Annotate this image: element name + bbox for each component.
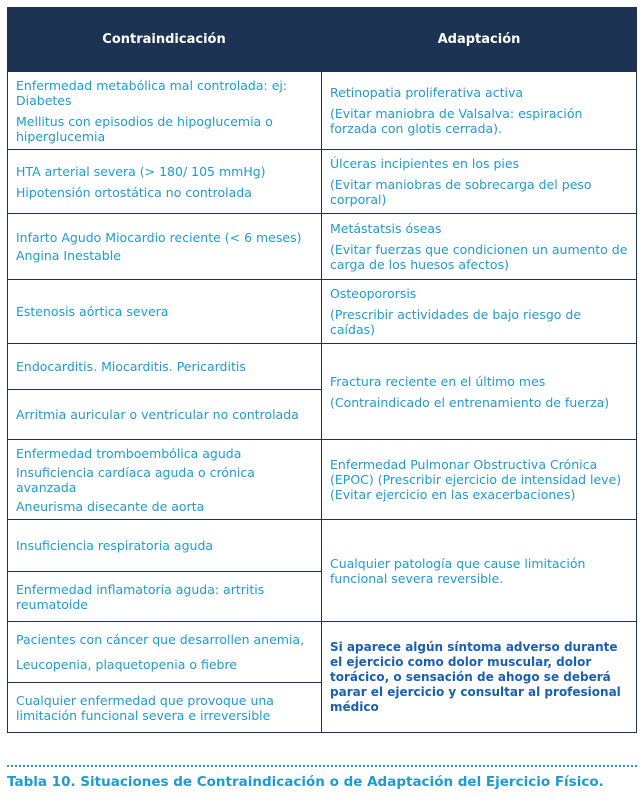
cell-text: Arritmia auricular o ventricular no controlada [16,407,299,422]
table-cell [7,572,321,622]
warning-text: Si aparece algún síntoma adverso durante el ejercicio como dolor muscular, dolor torácico, o sensación de ahogo se deberá parar el ejercicio y consultar al profesional médico [330,639,621,714]
cell-text: Cualquier patología que cause limitación funcional severa reversible. [330,555,586,586]
cell-text: Enfermedad tromboembólica aguda [16,445,242,461]
cell-text: Hipotensión ortostática no controlada [16,184,252,200]
cell-text: Infarto Agudo Miocardio reciente (< 6 meses) [16,230,302,245]
header-contraindicacion: Contraindicación [102,31,226,47]
header-adaptacion: Adaptación [437,31,521,47]
cell-title: Osteopororsis [330,286,417,301]
table-cell [321,72,637,150]
table-header [7,7,637,71]
cell-text: Endocarditis. Miocarditis. Pericarditis [16,359,246,374]
cell-text: Enfermedad metabólica mal controlada: ej: Diabetes [16,77,288,108]
table-cell [7,520,321,572]
table-caption: Tabla 10. Situaciones de Contraindicación o de Adaptación del Ejercicio Físico. [7,774,604,790]
cell-text: Insuficiencia respiratoria aguda [16,538,214,553]
table-cell [7,344,321,390]
table-cell [7,390,321,440]
caption-divider [7,765,637,767]
table-cell [7,214,321,280]
table-cell [321,280,637,344]
table-cell [7,622,321,683]
cell-text: Estenosis aórtica severa [16,304,169,319]
cell-text: Pacientes con cáncer que desarrollen anemia, [16,632,305,647]
table-cell [321,440,637,520]
cell-text: Aneurisma disecante de aorta [16,498,205,514]
table-cell [321,344,637,440]
table-body [7,71,637,733]
cell-text: Leucopenia, plaquetopenia o fiebre [16,657,237,672]
table-cell [7,683,321,733]
cell-text: HTA arterial severa (> 180/ 105 mmHg) [16,163,266,179]
contraindication-table [7,7,637,733]
cell-title: Metástatsis óseas [330,221,442,236]
table-cell [321,214,637,280]
cell-text: (Evitar maniobra de Valsalva: espiración forzada con glotis cerrada). [330,106,583,136]
cell-text: (Evitar maniobras de sobrecarga del peso corporal) [330,177,592,207]
cell-text: Enfermedad Pulmonar Obstructiva Crónica (EPOC) (Prescribir ejercicio de intensidad leve) (Evitar ejercicio en las exacerbaciones) [330,457,622,502]
cell-text: Enfermedad inflamatoria aguda: artritis reumatoide [16,581,265,612]
table-cell [7,280,321,344]
table-cell [7,72,321,150]
cell-text: Mellitus con episodios de hipoglucemia o hiperglucemia [16,113,273,144]
cell-title: Fractura reciente en el último mes [330,373,546,389]
table-cell [7,150,321,214]
table-cell [321,520,637,622]
cell-title: Retinopatia proliferativa activa [330,85,524,100]
cell-title: Úlceras incipientes en los pies [330,156,520,171]
table-cell [7,440,321,520]
cell-text: (Evitar fuerzas que condicionen un aumento de carga de los huesos afectos) [330,242,628,272]
table-cell-warning [321,622,637,733]
cell-text: (Prescribir actividades de bajo riesgo de caídas) [330,307,582,337]
cell-text: Insuficiencia cardíaca aguda o crónica avanzada [16,464,255,495]
cell-text: Cualquier enfermedad que provoque una limitación funcional severa e irreversible [16,692,274,723]
cell-text: Angina Inestable [16,248,121,263]
table-cell [321,150,637,214]
cell-text: (Contraindicado el entrenamiento de fuerza) [330,394,610,410]
